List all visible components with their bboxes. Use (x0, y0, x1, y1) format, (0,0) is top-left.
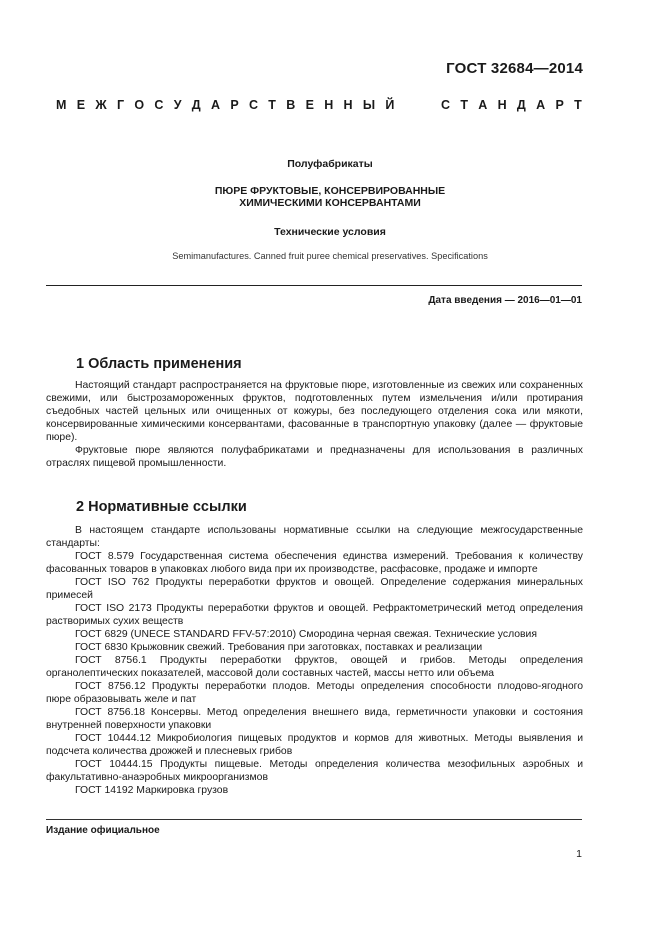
standard-type-letter: С (248, 98, 258, 112)
standard-type-letter: Н (497, 98, 507, 112)
standard-code: ГОСТ 32684—2014 (446, 60, 583, 77)
standard-type-letter: А (478, 98, 488, 112)
section-2-heading: 2 Нормативные ссылки (76, 499, 247, 515)
reference-item: ГОСТ 6830 Крыжовник свежий. Требования при заготовках, поставках и реализации (75, 642, 483, 653)
standard-type-letter: Е (76, 98, 86, 112)
footer-divider (46, 819, 582, 820)
standard-type-letter: У (173, 98, 182, 112)
official-edition-label: Издание официальное (46, 825, 160, 836)
standard-type-letter: Т (574, 98, 582, 112)
title-line-1: ПЮРЕ ФРУКТОВЫЕ, КОНСЕРВИРОВАННЫЕ (214, 185, 446, 197)
word-gap (405, 98, 431, 112)
document-category: Полуфабрикаты (287, 158, 373, 170)
effective-date: Дата введения — 2016—01—01 (428, 295, 582, 306)
title-line-2: ХИМИЧЕСКИМИ КОНСЕРВАНТАМИ (239, 197, 421, 209)
section-2-body (46, 524, 583, 797)
document-title (60, 185, 600, 209)
document-subtitle: Технические условия (274, 226, 386, 238)
standard-type-letter: Т (460, 98, 468, 112)
standard-type-letter: Г (116, 98, 125, 112)
reference-item: ГОСТ 14192 Маркировка грузов (75, 785, 229, 796)
standard-type-letter: С (154, 98, 164, 112)
standard-type-letter: Ж (95, 98, 107, 112)
reference-item: ГОСТ 10444.12 Микробиология пищевых продуктов и кормов для животных. Методы выявления и подсчета количества дрожжей и плесневых грибов (46, 733, 583, 757)
title-divider (46, 285, 582, 286)
reference-item: ГОСТ ISO 2173 Продукты переработки фруктов и овощей. Рефрактометрический метод определения растворимых сухих веществ (46, 603, 583, 627)
reference-item: ГОСТ 6829 (UNECE STANDARD FFV-57:2010) Смородина черная свежая. Технические условия (75, 629, 537, 640)
standard-type-letter: Т (268, 98, 276, 112)
reference-item: ГОСТ 8.579 Государственная система обеспечения единства измерений. Требования к количеству фасованных товаров в упаковках любого вида при их производстве, расфасовке, продаже и импорте (46, 551, 583, 575)
standard-type-letter: Е (305, 98, 314, 112)
english-title: Semimanufactures. Canned fruit puree chemical preservatives. Specifications (172, 251, 488, 261)
standard-type-letter: С (440, 98, 451, 112)
standard-type-letter: Н (324, 98, 334, 112)
standard-type-letter: Д (191, 98, 201, 112)
reference-item: ГОСТ 8756.12 Продукты переработки плодов. Методы определения способности плодово-ягодного пюре образовывать желе и пат (46, 681, 583, 705)
paragraph: В настоящем стандарте использованы нормативные ссылки на следующие межгосударственные стандарты: (46, 525, 583, 549)
standard-type-letter: Д (516, 98, 526, 112)
section-1-heading: 1 Область применения (76, 356, 242, 372)
standard-type-letter: А (536, 98, 546, 112)
paragraph: Фруктовые пюре являются полуфабрикатами и предназначены для использования в различных отраслях пищевой промышленности. (46, 445, 583, 469)
standard-type-letter: А (211, 98, 221, 112)
standard-type-letter: О (134, 98, 145, 112)
page-number: 1 (576, 848, 582, 860)
reference-item: ГОСТ 8756.18 Консервы. Метод определения внешнего вида, герметичности упаковки и состояния внутренней поверхности упаковки (46, 707, 583, 731)
section-1-body (46, 379, 583, 470)
standard-type-letter: Р (555, 98, 564, 112)
standard-type-letter: М (56, 98, 67, 112)
standard-type-letter: Р (230, 98, 239, 112)
standard-type-letter: В (286, 98, 296, 112)
standard-type-line (56, 98, 582, 112)
reference-item: ГОСТ ISO 762 Продукты переработки фруктов и овощей. Определение содержания минеральных примесей (46, 577, 583, 601)
standard-type-letter: Ы (362, 98, 376, 112)
standard-type-letter: Н (343, 98, 353, 112)
reference-item: ГОСТ 10444.15 Продукты пищевые. Методы определения количества мезофильных аэробных и факультативно-анаэробных микроорганизмов (46, 759, 583, 783)
reference-item: ГОСТ 8756.1 Продукты переработки фруктов, овощей и грибов. Методы определения органолептических показателей, массовой доли составных частей, массы нетто или объема (46, 655, 583, 679)
standard-type-letter: Й (385, 98, 395, 112)
paragraph: Настоящий стандарт распространяется на фруктовые пюре, изготовленные из свежих или сохраненных свежими, или быстрозамороженных фруктов, подготовленных путем измельчения и/или протирания съедобных частей цельных или очищенных от кожуры, без последующего отделения сока или мякоти, консервированные химическими консервантами, фасованные в транспортную упаковку (далее — фруктовые пюре). (46, 380, 583, 443)
